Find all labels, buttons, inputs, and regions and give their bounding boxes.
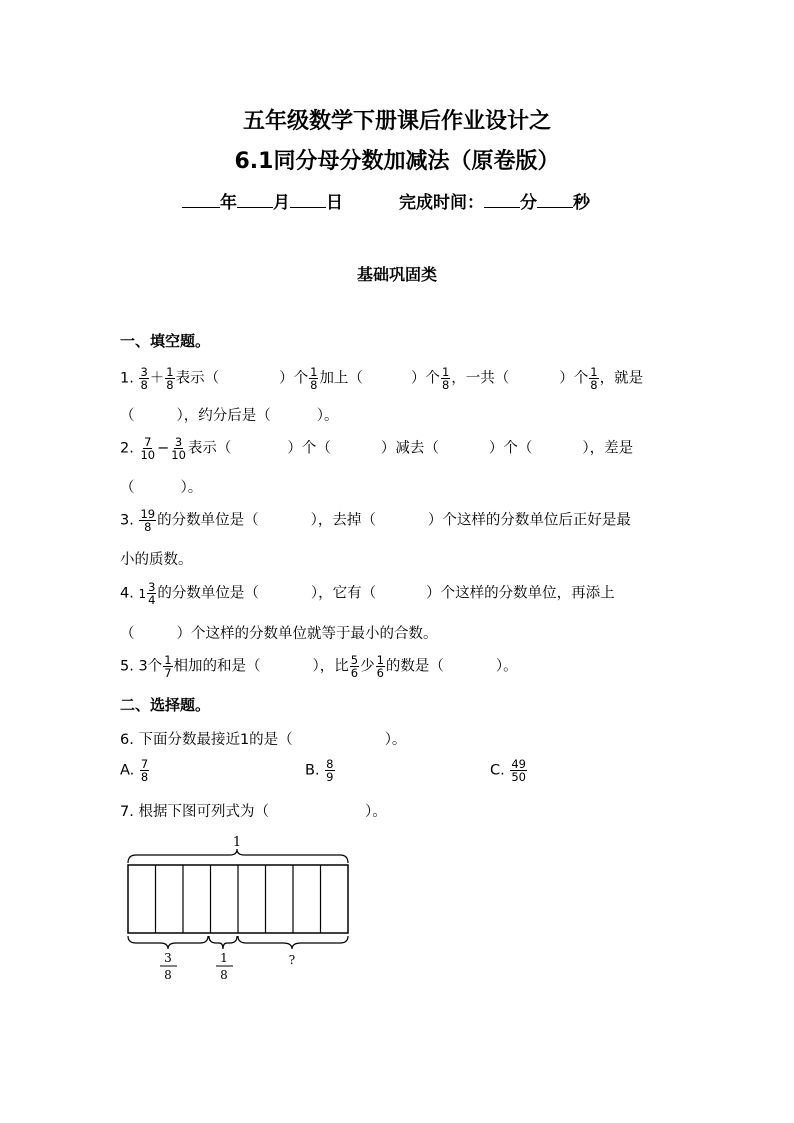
minute-label: 分: [520, 193, 537, 213]
question-1-line-2: [120, 404, 339, 425]
question-4-line-2: [120, 622, 438, 643]
fraction: $\frac{1}{8}$: [310, 365, 318, 393]
question-7: [120, 800, 387, 821]
question-4-line-1: [120, 581, 615, 606]
left-denominator: 8: [164, 968, 172, 982]
fraction: $\frac{7}{10}$: [140, 435, 156, 463]
text: ）。: [495, 658, 518, 675]
fraction: $\frac{1}{8}$: [166, 365, 174, 393]
text: ），去掉（: [310, 512, 376, 529]
option-a[interactable]: [120, 758, 150, 783]
plus-sign: ＋: [149, 370, 165, 387]
section-choice-title: 二、选择题。: [120, 696, 211, 714]
text: ）个（: [488, 440, 533, 457]
question-number: 5.: [120, 658, 134, 675]
fraction: $\frac{5}{6}$: [350, 653, 359, 681]
text: ）。: [180, 480, 203, 496]
question-1-line-1: [120, 366, 643, 391]
fraction: $\frac{19}{8}$: [140, 507, 156, 535]
text: 的数是（: [385, 658, 444, 675]
middle-denominator: 8: [220, 968, 228, 982]
month-blank[interactable]: [237, 193, 273, 208]
fraction: $\frac{3}{10}$: [171, 435, 186, 463]
question-2-line-2: [120, 476, 202, 497]
month-label: 月: [273, 193, 290, 213]
fraction: $\frac{1}{6}$: [376, 653, 384, 681]
whole-label: 1: [232, 835, 242, 850]
text: 根据下图可列式为（: [138, 804, 269, 820]
question-number: 7.: [120, 804, 134, 820]
text: 表示（: [175, 370, 220, 387]
unknown-label: ?: [288, 953, 296, 967]
day-label: 日: [326, 193, 343, 213]
question-2-line-1: [120, 436, 633, 461]
text: ）个（: [287, 440, 331, 457]
text: ），差是: [582, 440, 634, 457]
text: ，一共（: [451, 370, 510, 387]
second-blank[interactable]: [537, 193, 573, 208]
text: ）个: [279, 370, 309, 387]
category-heading: 基础巩固类: [356, 265, 437, 284]
top-brace: [128, 849, 348, 863]
question-number: 2.: [120, 440, 134, 457]
right-brace: [238, 936, 348, 949]
fraction: $\frac{3}{8}$: [140, 365, 148, 393]
fraction: $\frac{1}{7}$: [164, 653, 172, 681]
question-number: 4.: [120, 585, 134, 602]
text: ，就是: [599, 370, 644, 387]
time-label: 完成时间：: [399, 193, 484, 213]
fraction: $\frac{8}{9}$: [326, 757, 334, 785]
fraction: $\frac{1}{8}$: [590, 365, 598, 393]
text: ），它有（: [310, 585, 377, 602]
question-6: [120, 728, 406, 749]
question-5: [120, 654, 518, 679]
text: 的分数单位是（: [157, 512, 259, 529]
text: ）个: [410, 370, 440, 387]
text: ），约分后是（: [176, 408, 271, 424]
text: 的分数单位是（: [157, 585, 259, 602]
text: 相加的和是（: [173, 658, 261, 675]
option-label: B.: [305, 762, 320, 779]
left-brace: [128, 936, 208, 949]
question-number: 3.: [120, 512, 134, 529]
text: ）个: [559, 370, 589, 387]
minus-sign: −: [157, 440, 170, 457]
text: ）。: [316, 408, 339, 424]
text: ）减去（: [380, 440, 439, 457]
question-number: 1.: [120, 370, 134, 387]
fraction: $\frac{49}{50}$: [511, 757, 526, 785]
text: 少: [360, 658, 375, 675]
fraction-bar-diagram: [120, 830, 360, 990]
year-blank[interactable]: [182, 193, 220, 208]
text: 加上（: [319, 370, 363, 387]
section-fill-in-title: 一、填空题。: [120, 332, 211, 350]
year-label: 年: [220, 193, 237, 213]
text: 3个: [138, 658, 163, 675]
text: （: [120, 480, 135, 496]
page-subtitle: 6.1同分母分数加减法（原卷版）: [234, 149, 560, 174]
text: 表示（: [187, 440, 232, 457]
text: ）。: [384, 732, 407, 748]
option-b[interactable]: [305, 758, 336, 783]
date-line: [182, 188, 590, 213]
minute-blank[interactable]: [484, 193, 520, 208]
second-label: 秒: [573, 193, 590, 213]
text: ），比: [312, 658, 349, 675]
question-3-line-2: 小的质数。: [120, 552, 193, 568]
option-label: C.: [490, 762, 505, 779]
left-numerator: 3: [164, 951, 172, 965]
option-label: A.: [120, 762, 135, 779]
text: （: [120, 626, 135, 642]
question-3-line-1: [120, 508, 631, 533]
day-blank[interactable]: [290, 193, 326, 208]
text: ）。: [364, 804, 387, 820]
fraction: $\frac{1}{8}$: [441, 365, 450, 393]
fraction: $\frac{7}{8}$: [140, 757, 149, 785]
text: 下面分数最接近1的是（: [138, 732, 293, 748]
middle-brace: [209, 936, 237, 949]
text: ）个这样的分数单位后正好是最: [427, 512, 631, 529]
middle-numerator: 1: [220, 951, 228, 965]
mixed-number: 1 $\frac{3}{4}$: [138, 580, 156, 608]
text: ）个这样的分数单位，再添上: [426, 585, 615, 602]
question-number: 6.: [120, 732, 134, 748]
text: ）个这样的分数单位就等于最小的合数。: [176, 626, 438, 642]
option-c[interactable]: [490, 758, 528, 783]
bar-dividers: [156, 865, 321, 933]
page-title: 五年级数学下册课后作业设计之: [242, 109, 551, 134]
text: （: [120, 408, 135, 424]
